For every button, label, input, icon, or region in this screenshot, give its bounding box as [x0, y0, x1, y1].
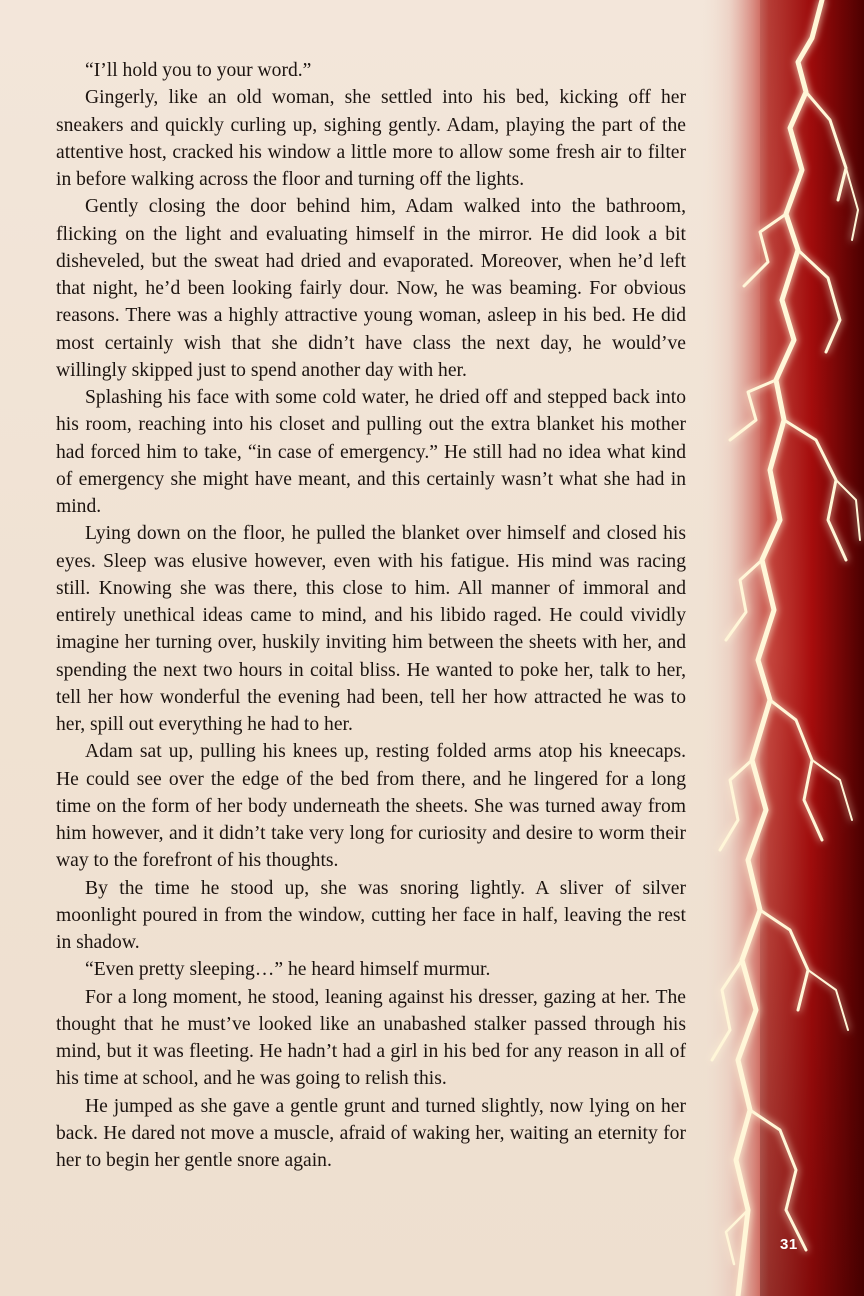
paragraph: Splashing his face with some cold water, he dried off and stepped back into his room, reaching into his closet and pulling out the extra blanket his mother had forced him to take, “in case of emergency.” He still had no idea what kind of emergency she might have meant, and this certainly wasn’t what she had in mind. [56, 387, 686, 517]
paragraph: For a long moment, he stood, leaning against his dresser, gazing at her. The thought that he must’ve looked like an unabashed stalker passed through his mind, but it was fleeting. He hadn’t had a girl in his bed for any reason in all of his time at school, and he was going to relish this. [56, 986, 686, 1090]
paragraph: Gingerly, like an old woman, she settled into his bed, kicking off her sneakers and quickly curling up, sighing gently. Adam, playing the part of the attentive host, cracked his window a little more to allow some fresh air to filter in before walking across the floor and turning off the lights. [56, 87, 686, 190]
paragraph: “I’ll hold you to your word.” [85, 60, 312, 81]
paragraph: Lying down on the floor, he pulled the blanket over himself and closed his eyes. Sleep was elusive however, even with his fatigue. His mind was racing still. Knowing she was there, this close to him. All manner of immoral and entirely unethical ideas came to mind, and his libido raged. He could vividly imagine her turning over, huskily inviting him between the sheets with her, and spending the next two hours in coital bliss. He wanted to poke her, talk to her, tell her how wonderful the evening had been, tell her how attracted he was to her, spill out everything he had to her. [56, 523, 686, 735]
body-text [56, 57, 686, 1174]
paragraph: By the time he stood up, she was snoring lightly. A sliver of silver moonlight poured in from the window, cutting her face in half, leaving the rest in shadow. [56, 877, 686, 953]
page-number: 31 [780, 1236, 798, 1253]
paragraph: He jumped as she gave a gentle grunt and turned slightly, now lying on her back. He dared not move a muscle, afraid of waking her, waiting an eternity for her to begin her gentle snore again. [56, 1095, 686, 1171]
paragraph: “Even pretty sleeping…” he heard himself murmur. [85, 959, 491, 981]
paragraph: Adam sat up, pulling his knees up, resting folded arms atop his kneecaps. He could see over the edge of the bed from there, and he lingered for a long time on the form of her body underneath the sheets. She was turned away from him however, and it didn’t take very long for curiosity and desire to worm their way to the forefront of his thoughts. [56, 741, 686, 872]
paragraph: Gently closing the door behind him, Adam walked into the bathroom, flicking on the light and evaluating himself in the mirror. He did look a bit disheveled, but the sweat had dried and evaporated. Moreover, when he’d left that night, he’d been looking fairly dour. Now, he was beaming. For obvious reasons. There was a highly attractive young woman, asleep in his bed. He did most certainly wish that she didn’t have class the next day, he would’ve willingly skipped just to spend another day with her. [56, 196, 686, 381]
